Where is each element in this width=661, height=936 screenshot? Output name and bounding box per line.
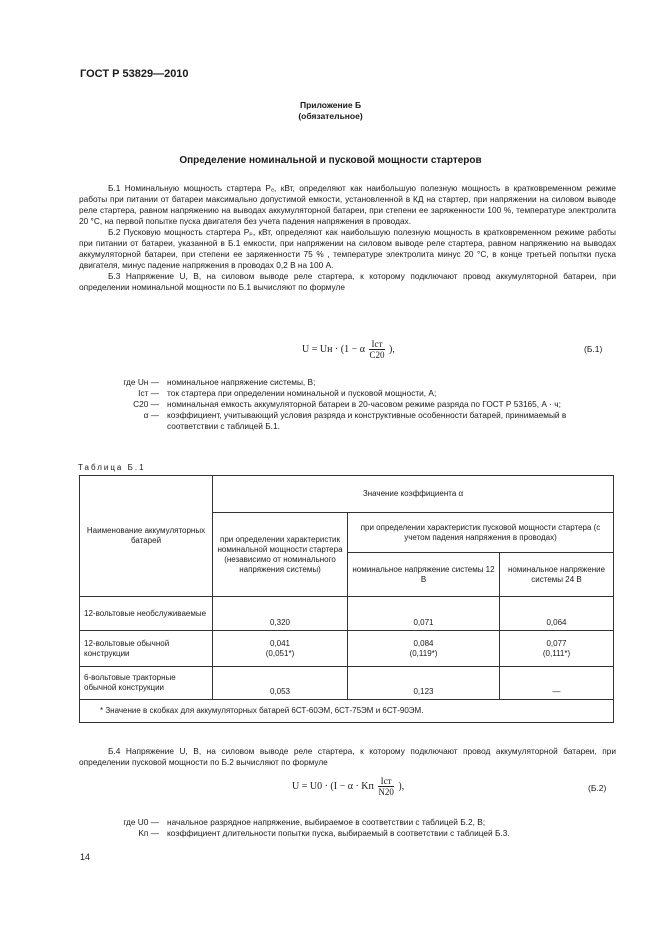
section-title: Определение номинальной и пусковой мощности стартеров [179,155,482,166]
paragraph-b4: Б.4 Напряжение U, В, на силовом выводе реле стартера, к которому подключают провод аккумуляторной батареи, при определении пусковой мощности по Б.2 вычисляют по формуле [79,746,616,767]
row-12v-value: 0,071 [348,597,500,631]
paragraph-b2: Б.2 Пусковую мощность стартера Pₚ, кВт, определяют как наибольшую полезную мощность в кратковременном режиме работы при питании от батареи, указанной в Б.1 емкости, при напряжении на силовом выводе реле стартера, равном напряжению на выводах аккумуляторной батареи, при степени ее заряженности 75 % , температуре электролита минус 20 °С, в конце третьей попытки пуска двигателя, минус падение напряжения в проводах 0,2 В на 100 А. [79,227,616,270]
formula-b2-label: (Б.2) [588,783,607,793]
paragraph-block-1 [79,183,616,293]
definition-row [79,399,616,410]
definition-symbol: C20 — [133,399,159,409]
formula-b2-fraction [378,776,394,797]
formula-b1-lhs: U = Uн · (1 − α [302,343,365,355]
formula-b2-tail: ), [398,780,405,792]
definitions-b1 [79,377,616,432]
table-row [80,667,614,700]
formula-b2 [292,776,404,797]
appendix-title: Приложение Б [299,100,362,110]
coefficient-table [79,475,614,723]
row-name: 6-вольтовые тракторные обычной конструкции [80,667,213,700]
row-12v-value: 0,123 [348,667,500,700]
definition-symbol: α — [143,410,159,420]
row-24v-value: — [500,667,614,700]
formula-b1-numerator: Iст [369,339,384,350]
definition-symbol: где U0 — [123,817,159,827]
definition-symbol: Iст — [138,388,159,398]
definition-symbol: где Uн — [123,377,159,387]
coefficient-header: Значение коэффициента α [213,476,614,513]
v24-header: номинальное напряжение системы 24 В [500,553,614,597]
nominal-header: при определении характеристик номинальной мощности стартера (независимо от номинального напряжения системы) [213,513,348,597]
paragraph-block-2 [79,746,616,768]
definition-row [79,388,616,399]
formula-b1-tail: ), [389,343,395,355]
formula-b1-fraction [369,339,384,360]
definition-text: номинальное напряжение системы, В; [167,377,316,387]
document-id: ГОСТ Р 53829—2010 [80,68,189,80]
table-row [80,631,614,667]
definition-text: коэффициент длительности попытки пуска, выбираемый в соответствии с таблицей Б.3. [167,828,510,838]
definition-row [79,410,616,432]
formula-b1 [302,339,395,360]
row-nominal-value: 0,053 [213,667,348,700]
table-row [80,597,614,631]
row-name: 12-вольтовые необслуживаемые [80,597,213,631]
definition-row [79,817,616,828]
definition-row [79,828,616,839]
table-footnote: * Значение в скобках для аккумуляторных батарей 6СТ-60ЭМ, 6СТ-75ЭМ и 6СТ-90ЭМ. [80,700,614,723]
appendix-status: (обязательное) [298,111,363,121]
row-nominal-value: 0,041 (0,051*) [213,631,348,667]
formula-b2-numerator: Iст [378,776,394,787]
paragraph-b1: Б.1 Номинальную мощность стартера Pₑ, кВт, определяют как наибольшую полезную мощность в кратковременном режиме работы при питании от батареи максимально допустимой емкости, установленной в КД на стартер, при напряжении на силовом выводе реле стартера, равном напряжению на выводах аккумуляторной батареи, при степени ее заряженности 100 %, температуре электролита 20 °С, на первой попытке пуска двигателя без учета падения напряжения в проводах. [79,183,616,226]
definition-symbol: Kп — [138,828,159,838]
definition-text: начальное разрядное напряжение, выбираемое в соответствии с таблицей Б.2, В; [167,817,486,827]
formula-b2-lhs: U = U0 · (I − α · Kп [292,780,374,792]
row-24v-value: 0,077 (0,111*) [500,631,614,667]
definition-text: ток стартера при определении номинальной и пусковой мощности, А; [167,388,437,398]
starting-header: при определении характеристик пусковой мощности стартера (с учетом падения напряжения в проводах) [348,513,614,553]
definitions-b2 [79,817,616,839]
row-24v-value: 0,064 [500,597,614,631]
definition-row [79,377,616,388]
formula-b1-denominator: C20 [369,350,385,360]
formula-b1-label: (Б.1) [584,344,603,354]
table-caption: Таблица Б.1 [78,463,146,472]
page-number: 14 [80,852,91,862]
definition-text: коэффициент, учитывающий условия разряда и конструктивные особенности батарей, принимаемый в соответствии с таблицей Б.1. [167,410,567,431]
paragraph-b3: Б.3 Напряжение U, В, на силовом выводе реле стартера, к которому подключают провод аккумуляторной батареи, при определении номинальной мощности по Б.1 вычисляют по формуле [79,271,616,292]
row-nominal-value: 0,320 [213,597,348,631]
formula-b2-denominator: N20 [378,787,394,797]
row-12v-value: 0,084 (0,119*) [348,631,500,667]
definition-text: номинальная емкость аккумуляторной батареи в 20-часовом режиме разряда по ГОСТ Р 53165, А · ч; [167,399,561,409]
column-header-name: Наименование аккумуляторных батарей [80,476,213,597]
v12-header: номинальное напряжение системы 12 В [348,553,500,597]
row-name: 12-вольтовые обычной конструкции [80,631,213,667]
